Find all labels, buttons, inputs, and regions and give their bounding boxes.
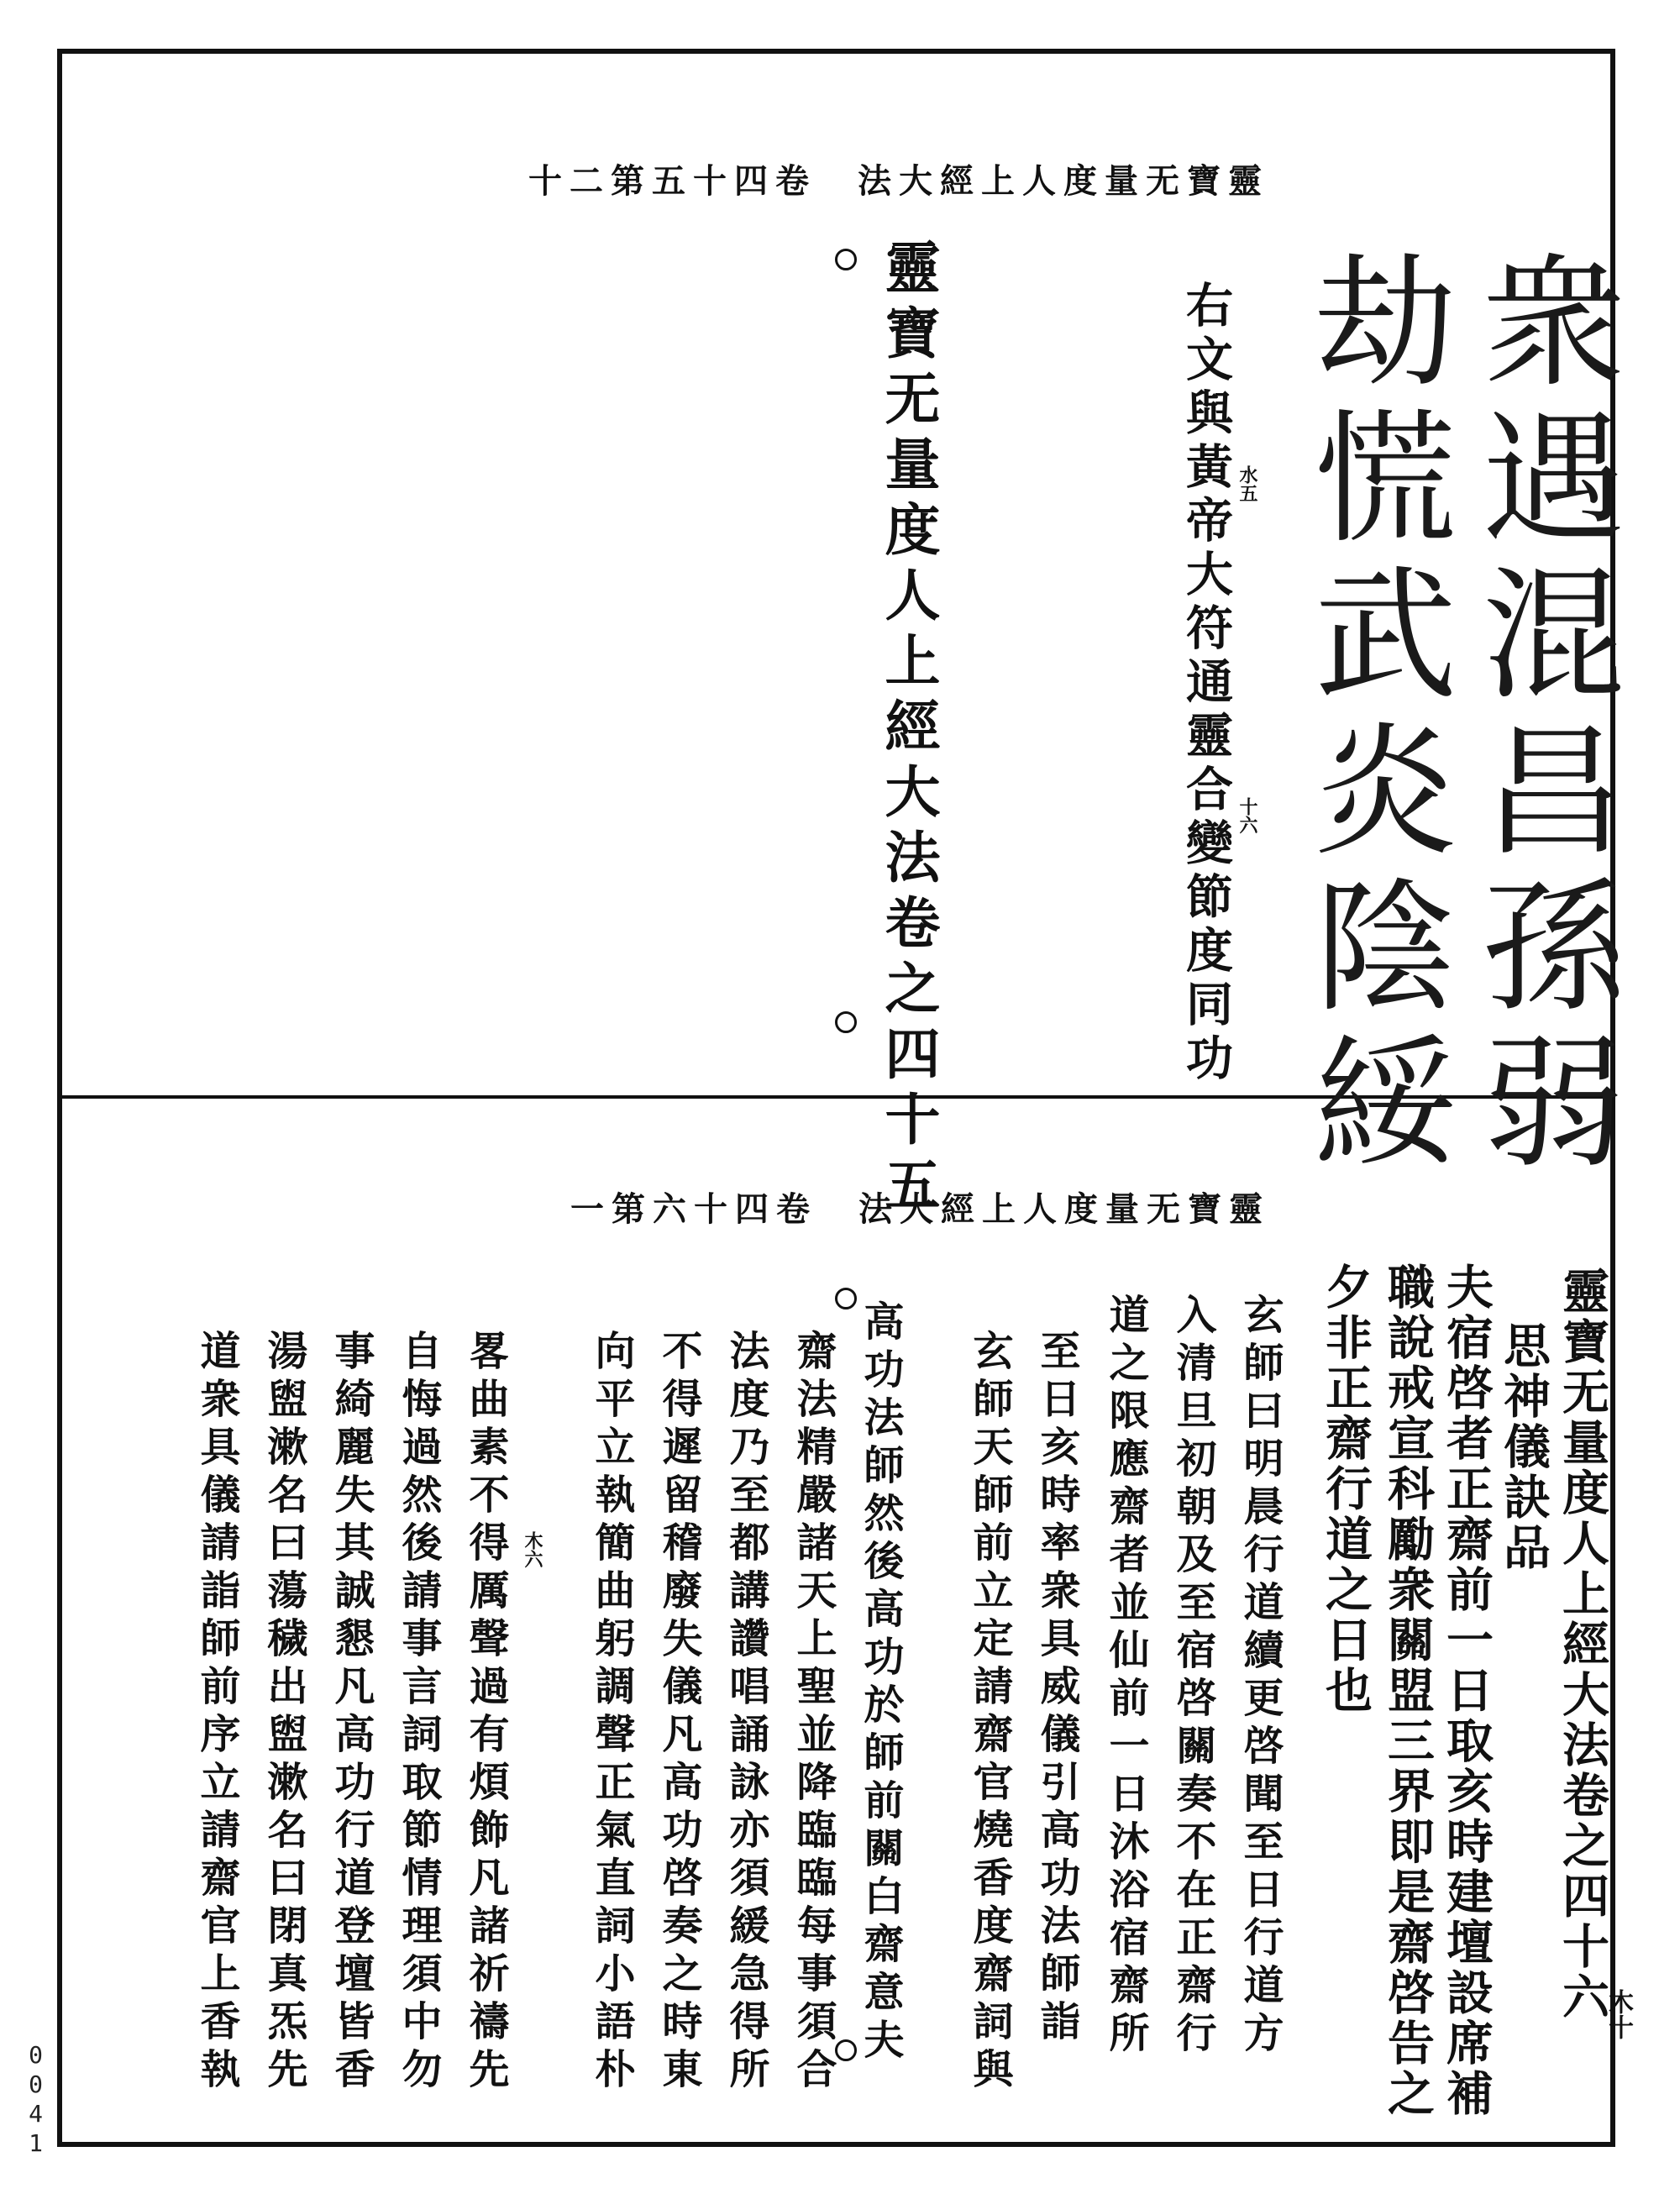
bottom-running-header: 一第六十四卷 法大經上人度量无寶靈 (570, 1189, 1270, 1229)
title-mark: 木十 (1604, 1989, 1633, 2039)
small-note-sixteen: 十六 (1236, 797, 1258, 834)
bottom-page (62, 1099, 1633, 2142)
circle-mark (835, 1288, 857, 1309)
text-column-2: 職說戒宣科勵衆關盟三界即是齋啓告之 (1380, 1262, 1436, 2119)
text-column-6: 道之限應齋者並仙前一日沐浴宿齋所 (1102, 1294, 1149, 2060)
text-column-16: 事綺麗失其誠懇凡高功行道登壇皆香 (328, 1330, 375, 2096)
text-column-9: 高功法師然後高功於師前關白齋意夫 (857, 1300, 904, 2066)
text-column-8: 玄師天師前立定請齋官燒香度齋詞與 (966, 1330, 1013, 2096)
small-note-water-five: 水五 (1236, 465, 1258, 502)
text-column-13: 向平立執簡曲躬調聲正氣直詞小語朴 (588, 1330, 635, 2096)
top-running-header: 十二第五十四卷 法大經上人度量无寶靈 (528, 161, 1269, 201)
text-column-11: 法度乃至都講讚唱誦詠亦須緩急得所 (722, 1330, 769, 2096)
bottom-title: 靈寶无量度人上經大法卷之四十六 (1555, 1267, 1610, 2023)
text-column-3: 夕非正齋行道之日也 (1318, 1262, 1373, 1716)
text-column-12: 不得遲留稽廢失儀凡高功啓奏之時東 (655, 1330, 702, 2096)
top-title: 靈寶无量度人上經大法卷之四十五 (875, 239, 941, 1221)
text-column-1: 夫宿啓者正齋前一日取亥時建壇設席補 (1439, 1262, 1494, 2119)
seal-script-column-1: 衆遇混昌孫弱 (1457, 247, 1624, 1184)
text-column-7: 至日亥時率衆具威儀引高功法師詣 (1033, 1330, 1080, 2048)
text-column-4: 玄師曰明晨行道續更啓聞至日行道方 (1236, 1294, 1284, 2060)
text-column-15: 自悔過然後請事言詞取節情理須中勿 (395, 1330, 442, 2096)
note-column: 右文與黃帝大符通靈合變節度同功 (1179, 281, 1234, 1087)
seal-script-column-2: 劫慌武炎陰綏 (1289, 247, 1456, 1184)
small-note-wood-six: 木六 (522, 1531, 543, 1568)
subtitle: 思神儀訣品 (1496, 1321, 1551, 1573)
circle-mark (835, 1011, 857, 1033)
text-column-14: 畧曲素不得厲聲過有煩飾凡諸祈禱先 (462, 1330, 509, 2096)
page-number: 0041 (22, 2041, 50, 2159)
circle-mark (835, 249, 857, 270)
text-column-5: 入清旦初朝及至宿啓關奏不在正齋行 (1169, 1294, 1216, 2060)
text-column-17: 湯盥漱名曰蕩穢出盥漱名曰閉真炁先 (260, 1330, 307, 2096)
text-column-18: 道衆具儀請詣師前序立請齋官上香執 (193, 1330, 240, 2096)
text-column-10: 齋法精嚴諸天上聖並降臨臨每事須合 (790, 1330, 837, 2096)
circle-mark (835, 2039, 857, 2061)
